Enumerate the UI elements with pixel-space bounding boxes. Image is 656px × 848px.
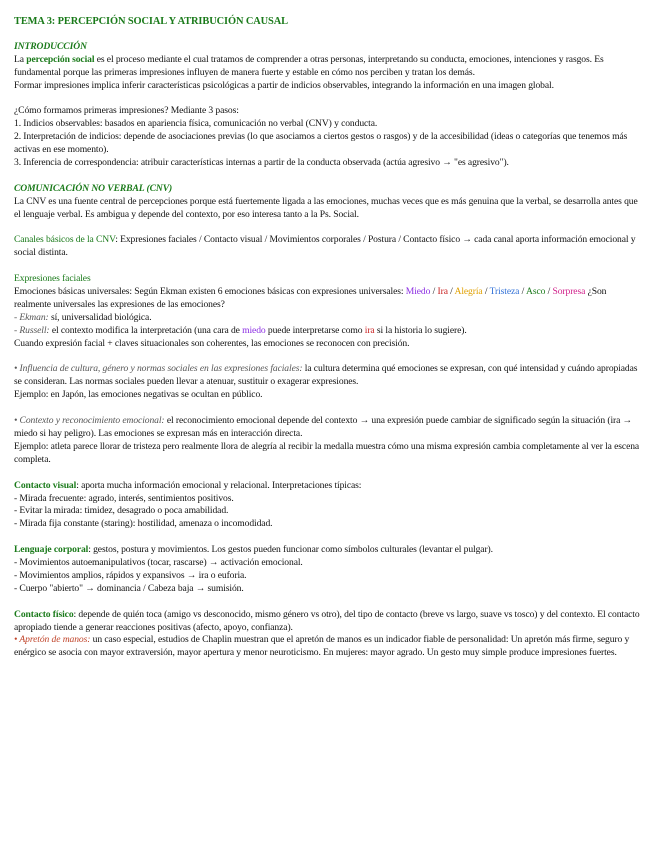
intro-paragraph-2: Formar impresiones implica inferir características psicológicas a partir de indicios observables, integrando la información en una imagen global. [14,79,554,91]
body-item-2: - Movimientos amplios, rápidos y expansivos → ira o euforia. [14,569,247,581]
text-run: : aporta mucha información emocional y relacional. Interpretaciones típicas: [76,479,362,491]
emotion-alegria: Alegría [454,286,483,298]
separator: / [447,286,455,298]
separator: / [545,286,553,298]
culture-label: • Influencia de cultura, género y normas sociales en las expresiones faciales: [14,363,303,375]
facial-heading: Expresiones faciales [14,273,91,285]
facial-ekman [14,312,642,325]
text-run: el reconocimiento emocional depende del contexto → una expresión puede cambiar de significado según la situación (ira → miedo si hay peligro). Las emociones se expresan más en interacción directa. [14,415,633,439]
facial-context-example: Ejemplo: atleta parece llorar de tristeza pero realmente llora de alegría al recibir la medalla muestra cómo una misma expresión cambia completamente al ver la escena completa. [14,440,640,465]
visual-section [14,480,642,532]
body-item-1: - Movimientos autoemanipulativos (tocar, rascarse) → activación emocional. [14,557,303,569]
context-label: • Contexto y reconocimiento emocional: [14,415,165,427]
text-run: Emociones básicas universales: Según Ekman existen 6 emociones básicas con expresiones universales: [14,286,406,298]
emotion-ira: Ira [437,286,448,298]
text-run: el contexto modifica la interpretación (una cara de [49,324,243,336]
facial-combo: Cuando expresión facial + claves situacionales son coherentes, las emociones se reconocen con precisión. [14,337,410,349]
touch-intro [14,609,642,635]
visual-intro [14,480,642,493]
separator: / [430,286,438,298]
text-run: sí, universalidad biológica. [48,311,152,323]
text-run: ¿Son realmente universales las expresiones de las emociones? [14,286,607,310]
intro-step-2: 2. Interpretación de indicios: depende de asociaciones previas (lo que asociamos a ciertos gestos o rasgos) y de la accesibilidad (ideas o categorías que tenemos más activas en ese momento). [14,131,628,156]
intro-step-3: 3. Inferencia de correspondencia: atribuir características internas a partir de la conducta observada (actúa agresivo → "es agresivo"). [14,157,509,169]
body-intro [14,544,642,557]
facial-culture-example: Ejemplo: en Japón, las emociones negativas se ocultan en público. [14,389,263,401]
text-run: : Expresiones faciales / Contacto visual / Movimientos corporales / Postura / Contacto físico → cada canal aporta información emocional y social distinta. [14,234,636,259]
facial-section [14,273,642,467]
intro-question: ¿Cómo formamos primeras impresiones? Mediante 3 pasos: [14,105,239,117]
visual-item-1: - Mirada frecuente: agrado, interés, sentimientos positivos. [14,492,234,504]
body-item-3: - Cuerpo "abierto" → dominancia / Cabeza baja → sumisión. [14,582,244,594]
russell-label: - Russell: [14,324,50,336]
body-label: Lenguaje corporal [14,544,89,556]
facial-russell [14,325,642,338]
text-run: puede interpretarse como [265,324,365,336]
touch-handshake [14,634,642,660]
visual-item-3: - Mirada fija constante (staring): hostilidad, amenaza o incomodidad. [14,518,273,530]
facial-emotions [14,286,642,312]
visual-item-2: - Evitar la mirada: timidez, desagrado o poca amabilidad. [14,505,229,517]
ekman-label: - Ekman: [14,311,49,323]
text-run: si la historia lo sugiere). [374,324,467,336]
emotion-sorpresa: Sorpresa [552,286,586,298]
intro-heading: INTRODUCCIÓN [14,40,87,52]
handshake-label: • Apretón de manos: [14,634,91,646]
text-run: La [14,53,27,65]
separator: / [519,286,526,298]
emotion-asco: Asco [525,286,546,298]
text-run: es el proceso mediante el cual tratamos de comprender a otras personas, interpretando su conducta, emociones, intenciones y rasgos. Es fundamental porque las primeras impresiones influyen de manera fuerte y estable en cómo nos perciben y tratan los demás. [14,53,604,78]
body-section [14,544,642,596]
text-run: la cultura determina qué emociones se expresan, con qué intensidad y cuándo apropiadas se consideran. Las normas sociales pueden llevar a atenuar, sustituir o exagerar expresiones. [14,363,638,388]
intro-section [14,41,642,170]
intro-paragraph-1 [14,54,642,80]
intro-step-1: 1. Indicios observables: basados en apariencia física, comunicación no verbal (CNV) y conducta. [14,118,378,130]
facial-context [14,415,642,441]
russell-ira: ira [364,324,375,336]
facial-culture [14,363,642,389]
visual-label: Contacto visual [14,479,77,491]
emotion-miedo: Miedo [405,286,431,298]
text-run: : gestos, postura y movimientos. Los gestos pueden funcionar como símbolos culturales (levantar el pulgar). [88,544,493,556]
touch-label: Contacto físico [14,608,74,620]
separator: / [482,286,490,298]
cnv-heading: COMUNICACIÓN NO VERBAL (CNV) [14,182,173,194]
touch-section [14,609,642,661]
term-percepcion-social: percepción social [26,53,95,65]
russell-miedo: miedo [242,324,266,336]
text-run: un caso especial, estudios de Chaplin muestran que el apretón de manos es un indicador fiable de personalidad: Un apretón más firme, seguro y enérgico se asocia con mayor extraversión, mayor apertura y menor neuroticismo. En mujeres: mayor agrado. Un gesto muy simple produce impresiones fuertes. [14,634,630,659]
channels-label: Canales básicos de la CNV [14,234,116,246]
cnv-paragraph: La CNV es una fuente central de percepciones porque está fuertemente ligada a las emociones, muchas veces que es más genuina que la verbal, se desarrolla antes que el lenguaje verbal. Es ambigua y depende del contexto, por eso interesa tanto a la Ps. Social. [14,195,638,220]
cnv-channels [14,234,642,260]
text-run: : depende de quién toca (amigo vs desconocido, mismo género vs otro), del tipo de contacto (breve vs largo, suave vs tosco) y del contexto. El contacto apropiado tiende a generar reacciones positivas (afecto, apoyo, confianza). [14,608,640,633]
emotion-tristeza: Tristeza [489,286,520,298]
cnv-section [14,183,642,260]
document-title: TEMA 3: PERCEPCIÓN SOCIAL Y ATRIBUCIÓN CAUSAL [14,16,288,27]
